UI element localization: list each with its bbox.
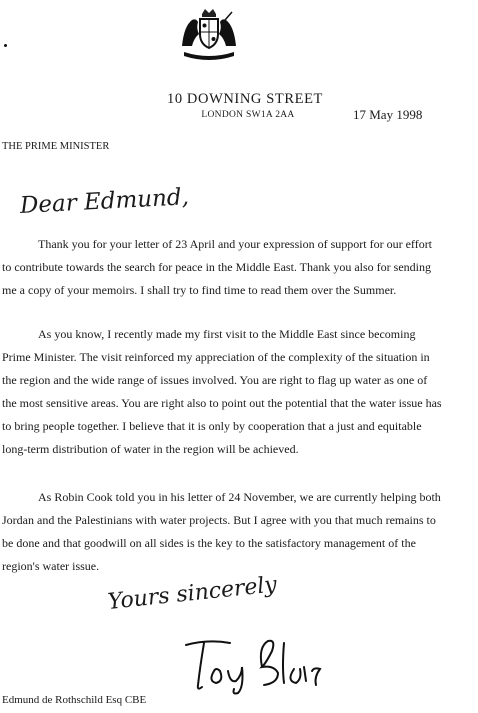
letterhead-postcode: LONDON SW1A 2AA xyxy=(201,110,295,120)
body-paragraph-3 xyxy=(2,486,442,578)
royal-coat-of-arms-icon xyxy=(178,6,240,62)
body-paragraph-2 xyxy=(2,323,442,461)
sender-title: THE PRIME MINISTER xyxy=(2,141,110,152)
letterhead-address: 10 DOWNING STREET xyxy=(167,91,323,107)
body-paragraph-1 xyxy=(2,233,442,302)
paragraph-text: Thank you for your letter of 23 April and your expression of support for our effort to contribute towards the search for peace in the Middle East. Thank you also for sending me a copy of your memoirs. I shall try to find time to read them over the Summer. xyxy=(2,237,433,297)
letter-date: 17 May 1998 xyxy=(353,107,423,122)
handwritten-salutation: Dear Edmund, xyxy=(19,184,190,219)
handwritten-signature xyxy=(178,637,328,695)
scan-mark xyxy=(4,44,7,47)
paragraph-text: As you know, I recently made my first visit to the Middle East since becoming Prime Minister. The visit reinforced my appreciation of the complexity of the situation in the region and the wide range of issues involved. You are right to flag up water as one of the most sensitive areas. You are right also to point out the potential that the water issue has to bring people together. I believe that it is only by cooperation that a just and equitable long-term distribution of water in the region will be achieved. xyxy=(2,327,442,456)
handwritten-closing: Yours sincerely xyxy=(106,572,279,615)
addressee: Edmund de Rothschild Esq CBE xyxy=(2,694,147,706)
paragraph-text: As Robin Cook told you in his letter of 24 November, we are currently helping both Jordan and the Palestinians with water projects. But I agree with you that much remains to be done and that goodwill on all sides is the key to the satisfactory management of the region's water issue. xyxy=(2,490,441,573)
